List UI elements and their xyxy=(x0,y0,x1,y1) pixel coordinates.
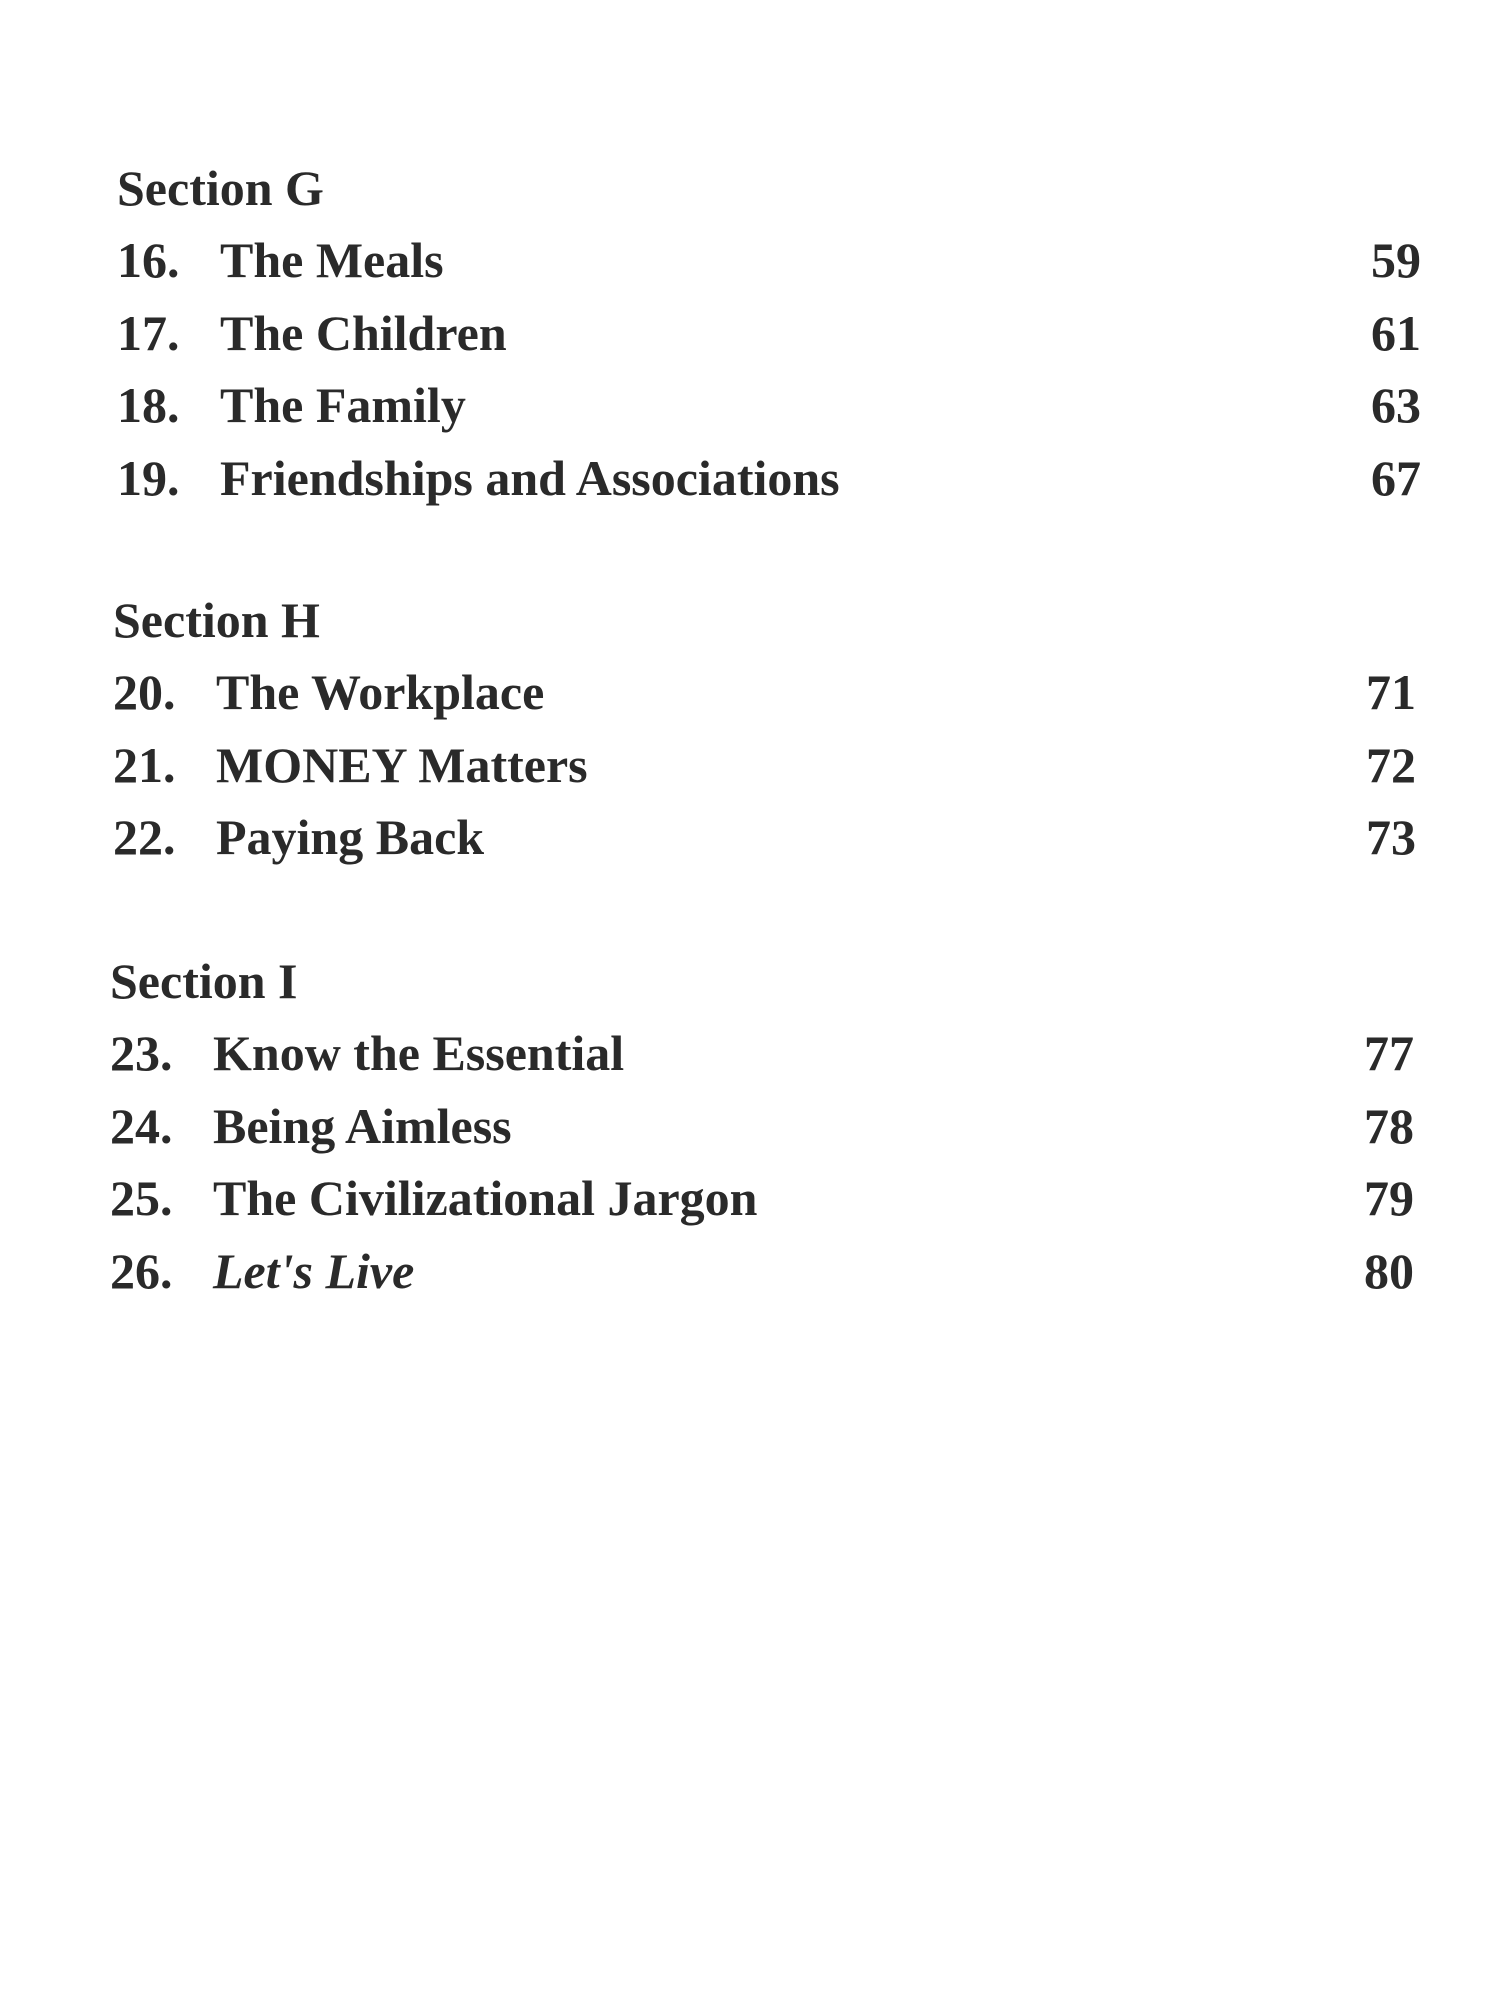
entry-title: Paying Back xyxy=(216,809,485,865)
entry-page-number: 80 xyxy=(1364,1242,1414,1299)
entry-title: The Children xyxy=(220,304,507,361)
entry-title: Friendships and Associations xyxy=(220,449,840,506)
entry-page-number: 59 xyxy=(1371,232,1421,288)
toc-entry xyxy=(110,1017,1414,1090)
entry-title: Being Aimless xyxy=(213,1097,512,1154)
entry-page-number: 63 xyxy=(1371,377,1421,433)
entry-number: 21. xyxy=(113,736,176,793)
entry-title: The Workplace xyxy=(216,664,545,720)
entry-page-number: 67 xyxy=(1371,449,1421,506)
entry-number: 23. xyxy=(110,1025,173,1081)
toc-entry xyxy=(117,297,1421,370)
entry-title: Know the Essential xyxy=(213,1025,625,1081)
section-h xyxy=(113,584,1416,874)
toc-entry xyxy=(113,656,1416,729)
section-title: Section G xyxy=(117,160,324,216)
entry-number: 20. xyxy=(113,664,176,720)
entry-page-number: 61 xyxy=(1371,304,1421,361)
section-i xyxy=(110,945,1414,1307)
toc-entry xyxy=(110,1235,1414,1308)
toc-entry xyxy=(117,442,1421,515)
toc-entry xyxy=(110,1162,1414,1235)
entry-page-number: 73 xyxy=(1366,809,1416,865)
entry-number: 18. xyxy=(117,377,180,433)
entry-title: The Civilizational Jargon xyxy=(213,1170,758,1226)
toc-entry xyxy=(113,801,1416,874)
entry-number: 24. xyxy=(110,1097,173,1154)
section-title: Section I xyxy=(110,953,298,1009)
entry-title: MONEY Matters xyxy=(216,736,588,793)
entry-number: 19. xyxy=(117,449,180,506)
entry-title: Let's Live xyxy=(213,1242,415,1299)
entry-page-number: 79 xyxy=(1364,1170,1414,1226)
toc-entry xyxy=(117,224,1421,297)
toc-entry xyxy=(113,729,1416,802)
entry-page-number: 71 xyxy=(1366,664,1416,720)
toc-entry xyxy=(117,369,1421,442)
section-title: Section H xyxy=(113,592,320,648)
entry-page-number: 77 xyxy=(1364,1025,1414,1081)
entry-title: The Meals xyxy=(220,232,444,288)
section-g xyxy=(117,152,1421,514)
entry-number: 26. xyxy=(110,1242,173,1299)
entry-number: 22. xyxy=(113,809,176,865)
toc-entry xyxy=(110,1090,1414,1163)
entry-page-number: 72 xyxy=(1366,736,1416,793)
entry-page-number: 78 xyxy=(1364,1097,1414,1154)
entry-number: 25. xyxy=(110,1170,173,1226)
entry-number: 17. xyxy=(117,304,180,361)
entry-title: The Family xyxy=(220,377,466,433)
entry-number: 16. xyxy=(117,232,180,288)
